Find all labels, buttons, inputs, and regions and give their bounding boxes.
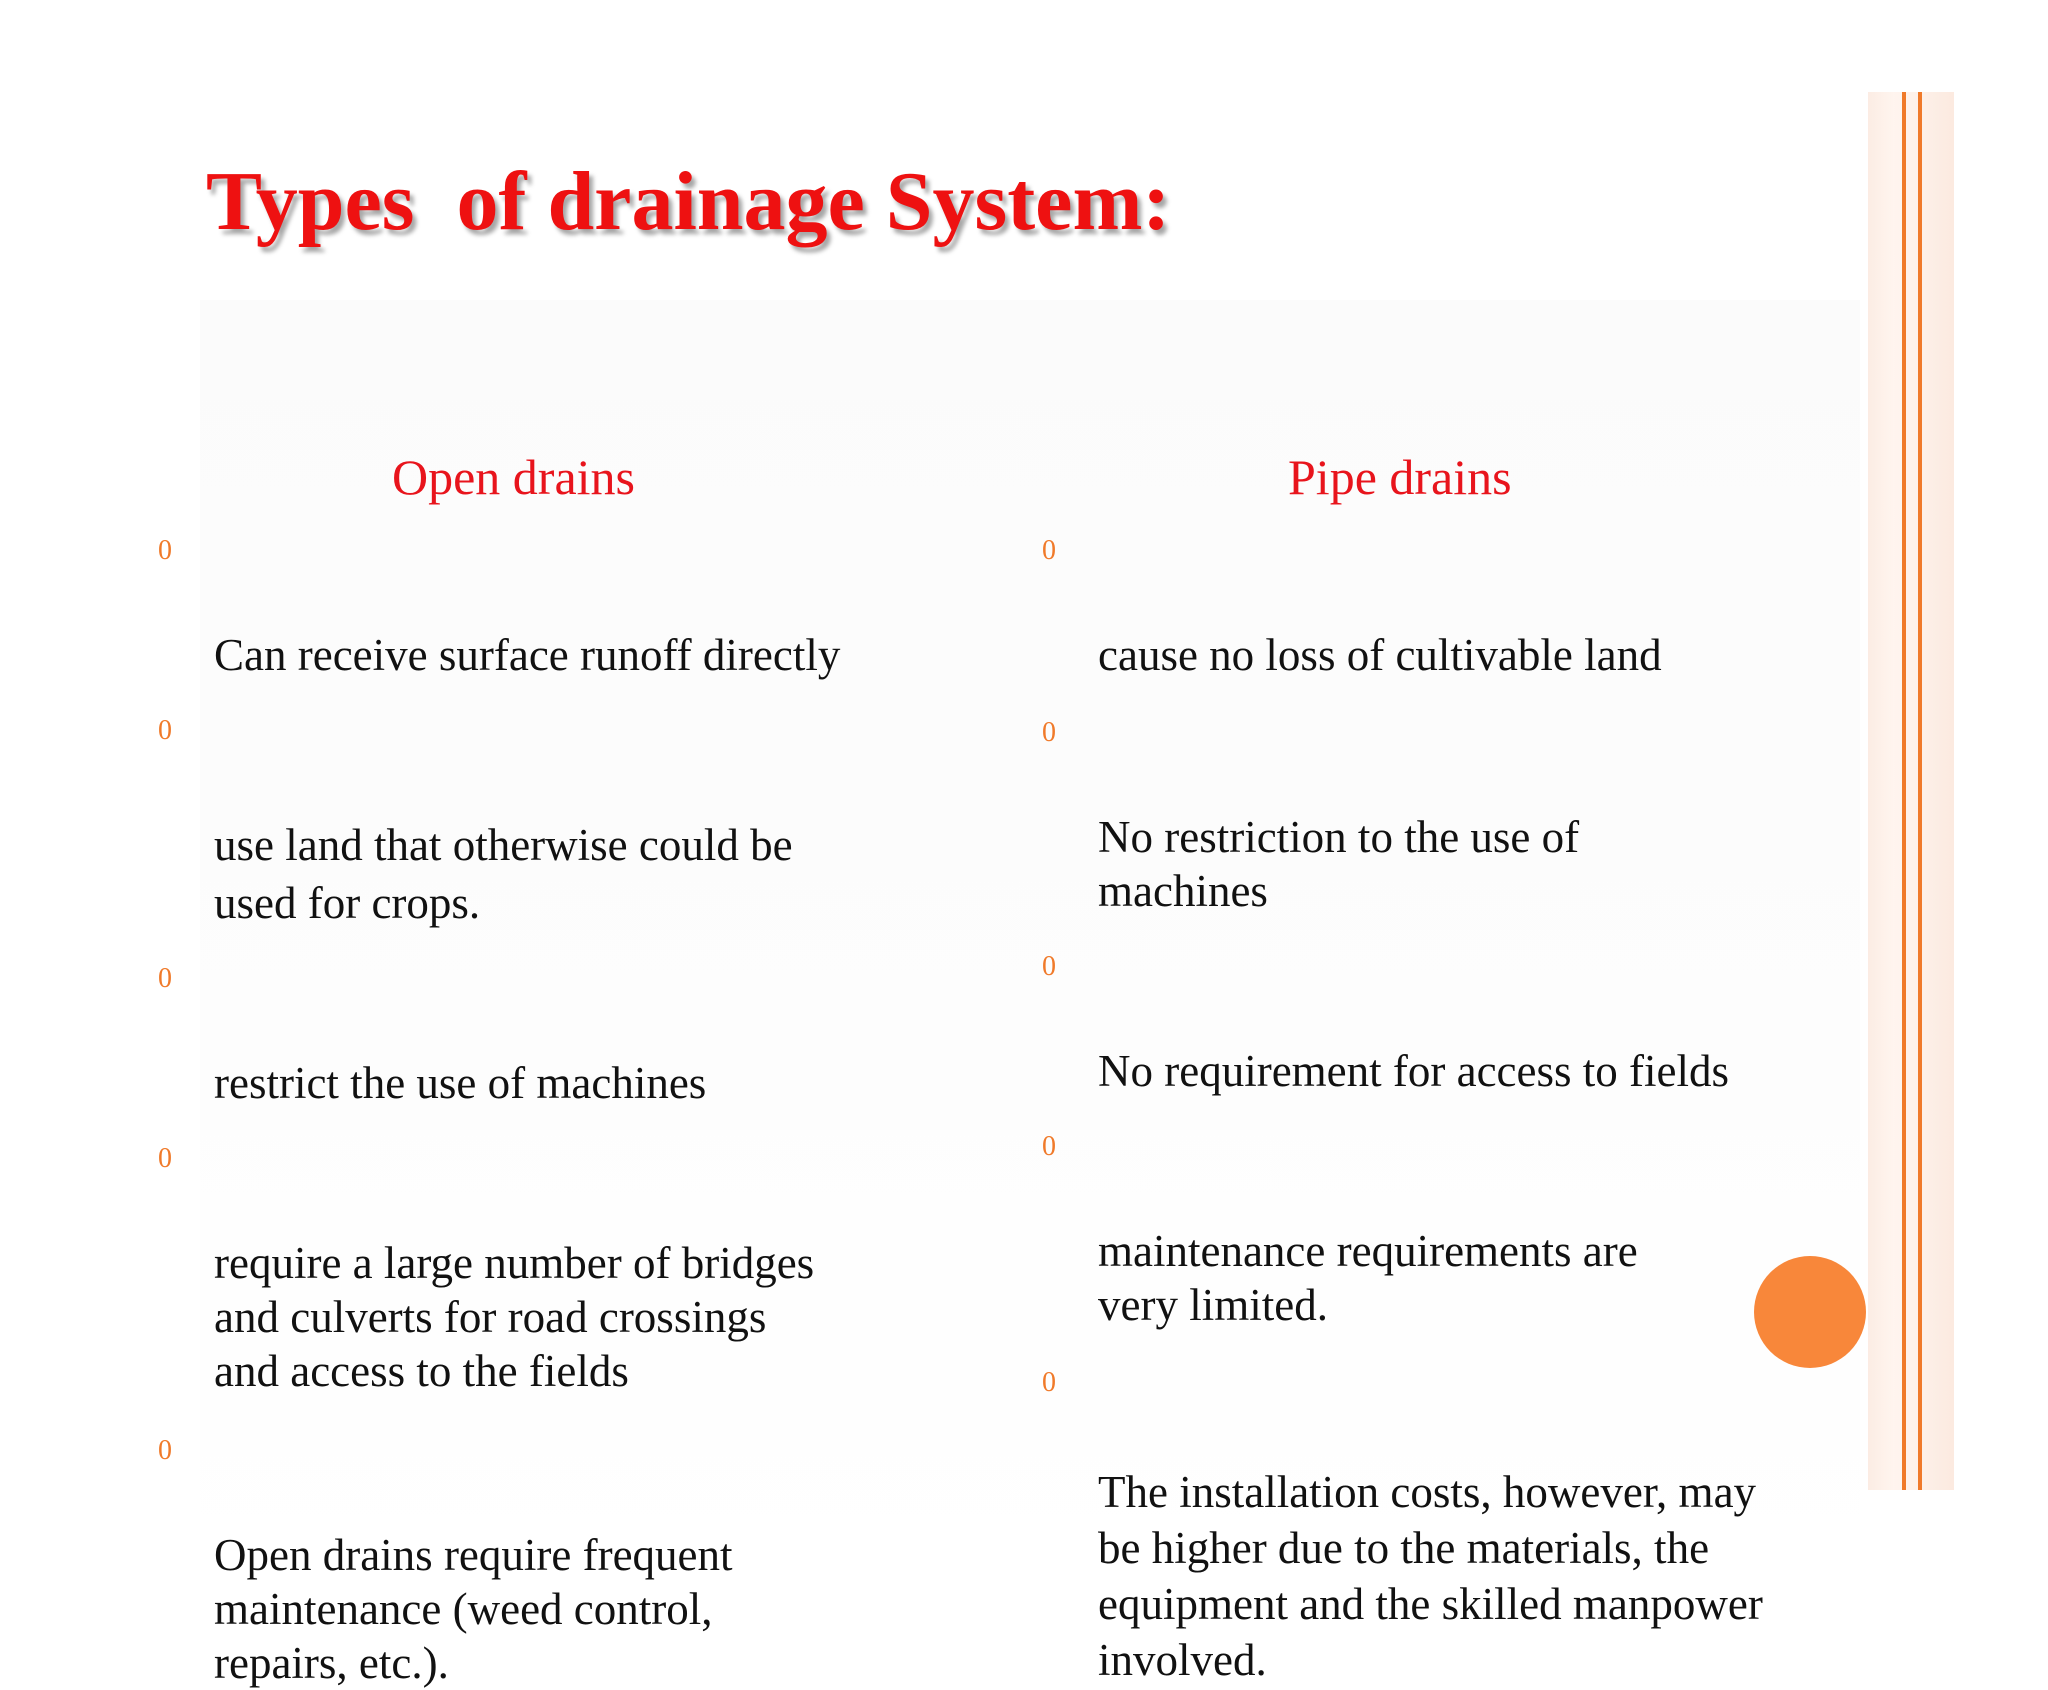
bullet-marker-icon: 0 xyxy=(1042,535,1056,566)
pipe-drains-item-text: The installation costs, however, may be higher due to the materials, the equipment and the skilled manpower involved. xyxy=(1098,1467,1763,1685)
bullet-marker-icon: 0 xyxy=(1042,717,1056,748)
pipe-drains-item-text: maintenance requirements are very limited. xyxy=(1098,1226,1638,1330)
open-drains-item xyxy=(150,520,910,682)
decorative-vertical-line xyxy=(1918,92,1922,1490)
pipe-drains-item-text: No requirement for access to fields xyxy=(1098,1046,1730,1096)
pipe-drains-item xyxy=(1034,520,1824,682)
bullet-marker-icon: 0 xyxy=(158,1435,172,1466)
open-drains-list xyxy=(150,520,910,1690)
open-drains-item xyxy=(150,1128,910,1398)
bullet-marker-icon: 0 xyxy=(158,715,172,746)
decorative-circle-icon xyxy=(1754,1256,1866,1368)
open-drains-item-text: Open drains require frequent maintenance (weed control, repairs, etc.). xyxy=(214,1530,733,1688)
pipe-drains-heading: Pipe drains xyxy=(1288,449,1512,505)
bullet-marker-icon: 0 xyxy=(158,535,172,566)
decorative-side-band xyxy=(1868,92,1954,1490)
open-drains-item xyxy=(150,700,910,932)
pipe-drains-item xyxy=(1034,1116,1824,1332)
bullet-marker-icon: 0 xyxy=(1042,1131,1056,1162)
decorative-vertical-line xyxy=(1902,92,1906,1490)
slide-title: Types of drainage System: xyxy=(206,155,1171,248)
pipe-drains-list xyxy=(1034,520,1824,1688)
open-drains-item xyxy=(150,948,910,1110)
bullet-marker-icon: 0 xyxy=(158,1143,172,1174)
pipe-drains-item xyxy=(1034,1352,1824,1688)
open-drains-item-text: use land that otherwise could be used for crops. xyxy=(214,820,793,928)
pipe-drains-item xyxy=(1034,702,1824,918)
open-drains-heading: Open drains xyxy=(392,449,635,505)
open-drains-item-text: Can receive surface runoff directly xyxy=(214,630,841,680)
bullet-marker-icon: 0 xyxy=(1042,1367,1056,1398)
open-drains-item xyxy=(150,1420,910,1690)
bullet-marker-icon: 0 xyxy=(1042,951,1056,982)
pipe-drains-item-text: cause no loss of cultivable land xyxy=(1098,630,1662,680)
pipe-drains-item xyxy=(1034,936,1824,1098)
open-drains-item-text: restrict the use of machines xyxy=(214,1058,707,1108)
open-drains-item-text: require a large number of bridges and culverts for road crossings and access to the fields xyxy=(214,1238,815,1396)
pipe-drains-item-text: No restriction to the use of machines xyxy=(1098,812,1580,916)
bullet-marker-icon: 0 xyxy=(158,963,172,994)
